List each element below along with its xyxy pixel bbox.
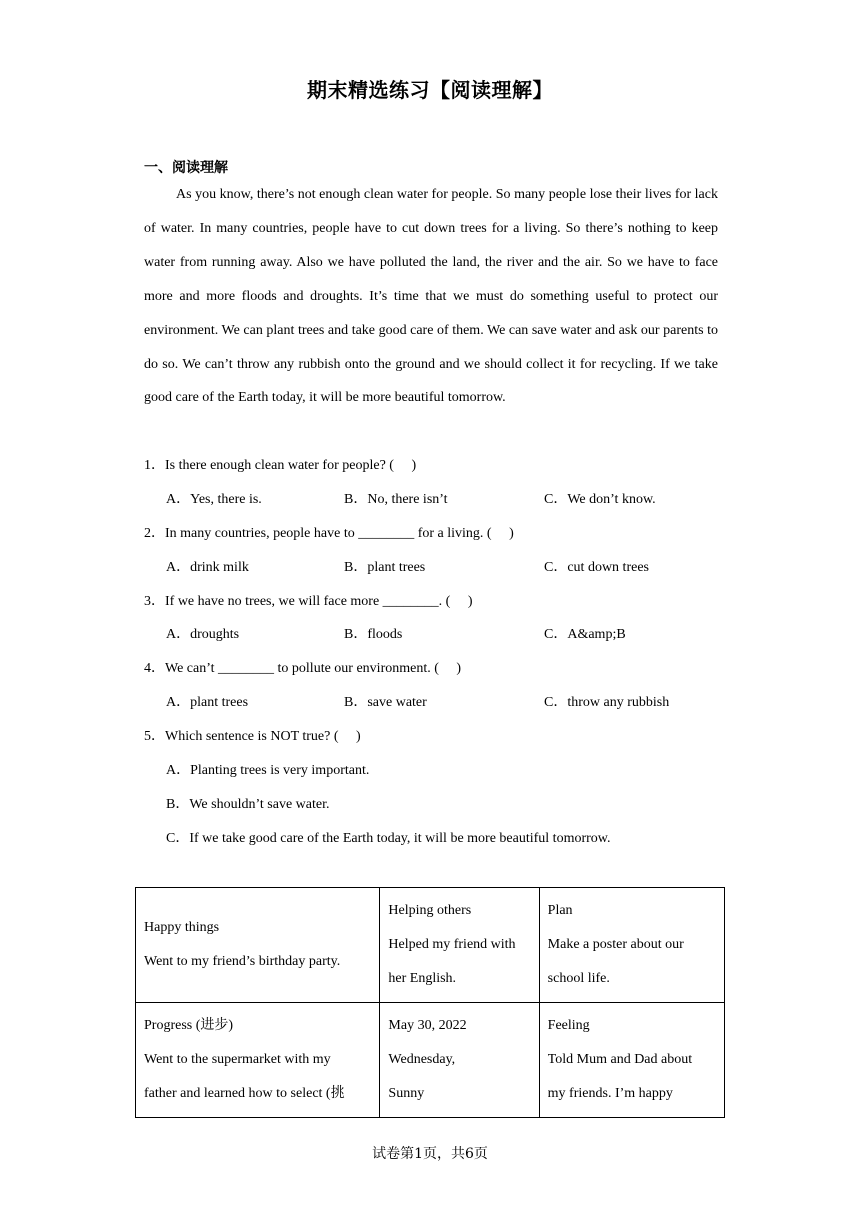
- cell-line: Helped my friend with: [388, 937, 516, 952]
- cell-line: Went to the supermarket with my: [144, 1052, 331, 1067]
- reading-passage: [144, 178, 718, 415]
- passage-text: As you know, there’s not enough clean water for people. So many people lose their lives for lack of water. In many countries, people have to cut down trees for a living. So there’s nothing to keep water from running away. Also we have polluted the land, the river and the air. So we have to face more and more floods and droughts. It’s time that we must do something useful to protect our environment. We can plant trees and take good care of them. We can save water and ask our parents to do so. We can’t throw any rubbish onto the ground and we should collect it for recycling. If we take good care of the Earth today, it will be more beautiful tomorrow.: [144, 187, 718, 406]
- option-c: C．A&amp;B: [544, 627, 626, 643]
- option-a: A．plant trees: [166, 695, 249, 711]
- option-c: C．cut down trees: [544, 559, 649, 575]
- cell-line: Sunny: [388, 1086, 425, 1101]
- option-b: B．We shouldn’t save water.: [166, 796, 330, 812]
- option-a: A．Yes, there is.: [166, 491, 262, 507]
- cell-line: May 30, 2022: [388, 1018, 467, 1033]
- question-1-options: [144, 483, 744, 517]
- cell-line: Helping others: [388, 903, 472, 918]
- section-heading: 一、阅读理解: [144, 160, 228, 176]
- question-list: [144, 449, 744, 856]
- question-5: 5．Which sentence is NOT true? ( ): [144, 729, 361, 745]
- cell-line: her English.: [388, 971, 457, 986]
- option-b: B．No, there isn’t: [344, 491, 448, 507]
- table-cell: [380, 888, 539, 1003]
- table-cell: [539, 1003, 724, 1118]
- cell-line: father and learned how to select (挑: [144, 1086, 345, 1101]
- page-footer: 试卷第1页，共6页: [372, 1146, 488, 1162]
- diary-table: [135, 887, 725, 1118]
- option-b: B．floods: [344, 627, 403, 643]
- question-1: 1．Is there enough clean water for people? ( ): [144, 458, 417, 473]
- option-b: B．save water: [344, 695, 427, 711]
- table-row: [136, 1003, 725, 1118]
- question-2-options: [144, 551, 744, 585]
- cell-line: Went to my friend’s birthday party.: [144, 954, 341, 969]
- option-c: C．We don’t know.: [544, 491, 656, 507]
- cell-line: Wednesday,: [388, 1052, 456, 1067]
- question-3-options: [144, 618, 744, 652]
- cell-line: my friends. I’m happy: [547, 1086, 673, 1101]
- cell-line: Happy things: [144, 920, 220, 935]
- table-cell: [136, 1003, 380, 1118]
- page-title: 期末精选练习【阅读理解】: [307, 78, 553, 102]
- question-4: 4．We can’t ________ to pollute our environment. ( ): [144, 661, 462, 677]
- table-cell: [380, 1003, 539, 1118]
- question-4-options: [144, 686, 744, 720]
- cell-line: Plan: [547, 903, 573, 918]
- cell-line: Feeling: [547, 1018, 590, 1033]
- option-c: C．If we take good care of the Earth today, it will be more beautiful tomorrow.: [166, 830, 611, 846]
- table-cell: [539, 888, 724, 1003]
- cell-line: Progress (进步): [144, 1018, 234, 1033]
- option-b: B．plant trees: [344, 559, 426, 575]
- cell-line: school life.: [547, 971, 610, 986]
- table-row: [136, 888, 725, 1003]
- option-a: A．Planting trees is very important.: [166, 763, 370, 779]
- question-3: 3．If we have no trees, we will face more ________. ( ): [144, 593, 473, 609]
- option-a: A．droughts: [166, 627, 240, 643]
- table-cell: [136, 888, 380, 1003]
- question-2: 2．In many countries, people have to ________ for a living. ( ): [144, 525, 514, 541]
- option-a: A．drink milk: [166, 559, 249, 575]
- cell-line: Told Mum and Dad about: [547, 1052, 693, 1067]
- cell-line: Make a poster about our: [547, 937, 684, 952]
- option-c: C．throw any rubbish: [544, 695, 670, 711]
